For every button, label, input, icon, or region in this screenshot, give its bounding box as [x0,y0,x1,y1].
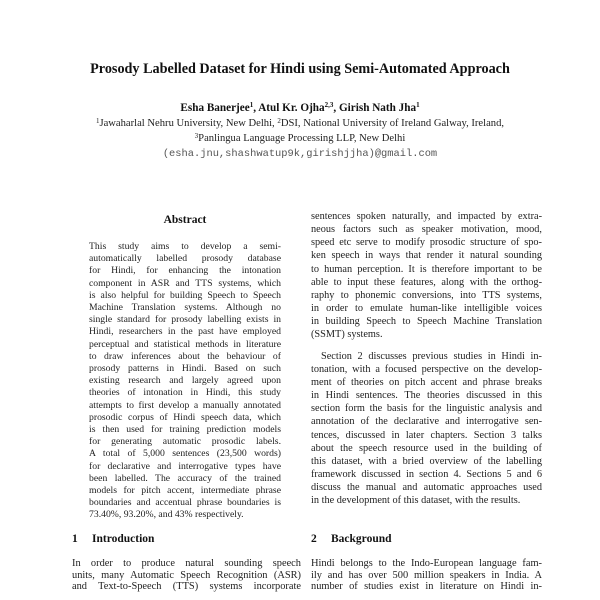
text-line: been labelled. The accuracy of the trained [89,472,281,484]
abstract-heading: Abstract [163,214,207,226]
affiliation-mark: 2 [277,117,281,125]
text-line: for Hindi, for enhancing the intonation [89,265,281,277]
background-body [311,558,542,593]
text-line: is then used for training prediction models [89,424,281,436]
text-line: raphy to phonemic conversions, into TTS systems, [311,289,542,301]
text-line: This study aims to develop a semi- [89,241,281,252]
author-name: Girish Nath Jha [338,102,417,114]
text-line: in order to emulate human-like intelligible voices [311,303,542,315]
text-line: section form the basis for the linguistic analysis and [311,403,542,415]
text-line: for declarative and interrogative types have [89,460,281,472]
affiliations-line-2 [0,133,600,144]
text-line: theories of intonation in Hindi, this study [89,387,281,399]
text-line: component in ASR and TTS systems, which [89,277,281,289]
author-name: Atul Kr. Ojha [258,102,325,114]
author-list: Esha Banerjee$^1$, Atul Kr. Ojha$^{2,3}$, Girish Nath Jha$^1$ [180,101,420,114]
paragraph [311,210,542,342]
section-number: 2 [311,533,317,545]
text-line: sentences spoken naturally, and impacted by extra- [311,211,542,222]
affiliation: DSI, National University of Ireland Galway, Ireland, [280,118,505,129]
section-heading-introduction [72,533,154,545]
text-line: in Hindi sentences. The theories discussed in this [311,390,542,402]
text-line: attempts to first develop a manually annotated [89,399,281,411]
text-line: ken speech in ways that render it natural sounding [311,250,542,262]
text-line: able to input these features, along with the orthog- [311,276,542,288]
text-line: ment of theories on pitch accent and phrase breaks [311,376,542,388]
introduction-body [72,558,301,593]
text-line: in the development of this dataset, with the results. [311,495,521,507]
text-line: perceptual and statistical methods in literature [89,338,281,350]
author-name: Esha Banerjee [180,102,250,114]
text-line: in building Speech to Speech Machine Translation [311,316,542,328]
text-line: about the speech resource used in the building of [311,442,542,454]
text-line: A total of 5,000 sentences (23,500 words) [89,448,281,460]
paragraph [311,350,542,508]
text-line: single standard for prosody labelling exists in [89,314,281,326]
text-line: framework discussed in section 4. Sections 5 and 6 [311,468,542,480]
text-line: prosodic corpus of Hindi speech data, which [89,411,281,423]
section-heading-background [311,533,392,545]
text-line: number of studies exist in literature on Hindi in- [311,581,542,593]
text-line: speed etc serve to modify prosodic structure of spo- [311,237,542,249]
section-number: 1 [72,533,78,545]
text-line: models for pitch accent, intermediate phrase [89,485,281,497]
text-line: to human perception. It is therefore important to be [311,263,542,275]
author-emails: (esha.jnu,shashwatup9k,girishjjha)@gmail.com [162,148,438,160]
text-line: discuss the manual and automatic approaches used [311,482,542,494]
abstract-body [89,241,281,522]
paper-title: Prosody Labelled Dataset for Hindi using Semi-Automated Approach [90,61,510,77]
text-line: tences, discussed in later chapters. Section 3 talks [311,429,542,441]
section-title: Introduction [92,533,155,545]
text-line: automatically labelled prosody database [89,253,281,265]
affiliation-mark: 3 [194,132,199,140]
text-line: 73.40%, 93.20%, and 43% respectively. [89,509,244,521]
text-line: boundaries and accentual phrase boundaries is [89,497,281,509]
right-column-body [311,210,542,507]
text-line: this dataset, with a bried overview of the labelling [311,455,542,467]
affiliations-line-1 [0,118,600,129]
affiliation: Jawaharlal Nehru University, New Delhi, [99,118,275,129]
text-line: annotation of the declarative and interrogative sen- [311,416,542,428]
text-line: existing research and largely agreed upon [89,375,281,387]
text-line: and Text-to-Speech (TTS) systems incorporate [72,581,301,593]
affiliation: Panlingua Language Processing LLP, New Delhi [198,133,406,144]
author-affiliation-mark: 2,3 [324,101,334,109]
section-title: Background [331,533,392,545]
text-line: units, many Automatic Speech Recognition (ASR) [72,569,301,581]
text-line: is also helpful for building Speech to Speech [89,289,281,301]
text-line: Hindi, researchers in the past have employed [89,326,281,338]
affiliation-mark: 1 [95,117,100,125]
text-line: neous factors such as speaker motivation, mood, [311,224,542,236]
text-line: for generating automatic prosodic labels. [89,436,281,448]
author-affiliation-mark: 1 [249,101,254,109]
text-line: tonation, with a focused perspective on the develop- [311,363,542,375]
text-line: Section 2 discusses previous studies in Hindi in- [321,350,542,362]
text-line: Hindi belongs to the Indo-European language fam- [311,558,542,569]
text-line: Machine Translation systems. Although no [89,302,281,314]
text-line: ily and has over 500 million speakers in India. A [311,569,542,581]
text-line: (SSMT) systems. [311,329,383,341]
text-line: prosody patterns in Hindi. Based on such [89,363,281,375]
text-line: to draw inferences about the behaviour of [89,350,281,362]
author-affiliation-mark: 1 [416,101,420,109]
text-line: In order to produce natural sounding speech [72,558,301,569]
